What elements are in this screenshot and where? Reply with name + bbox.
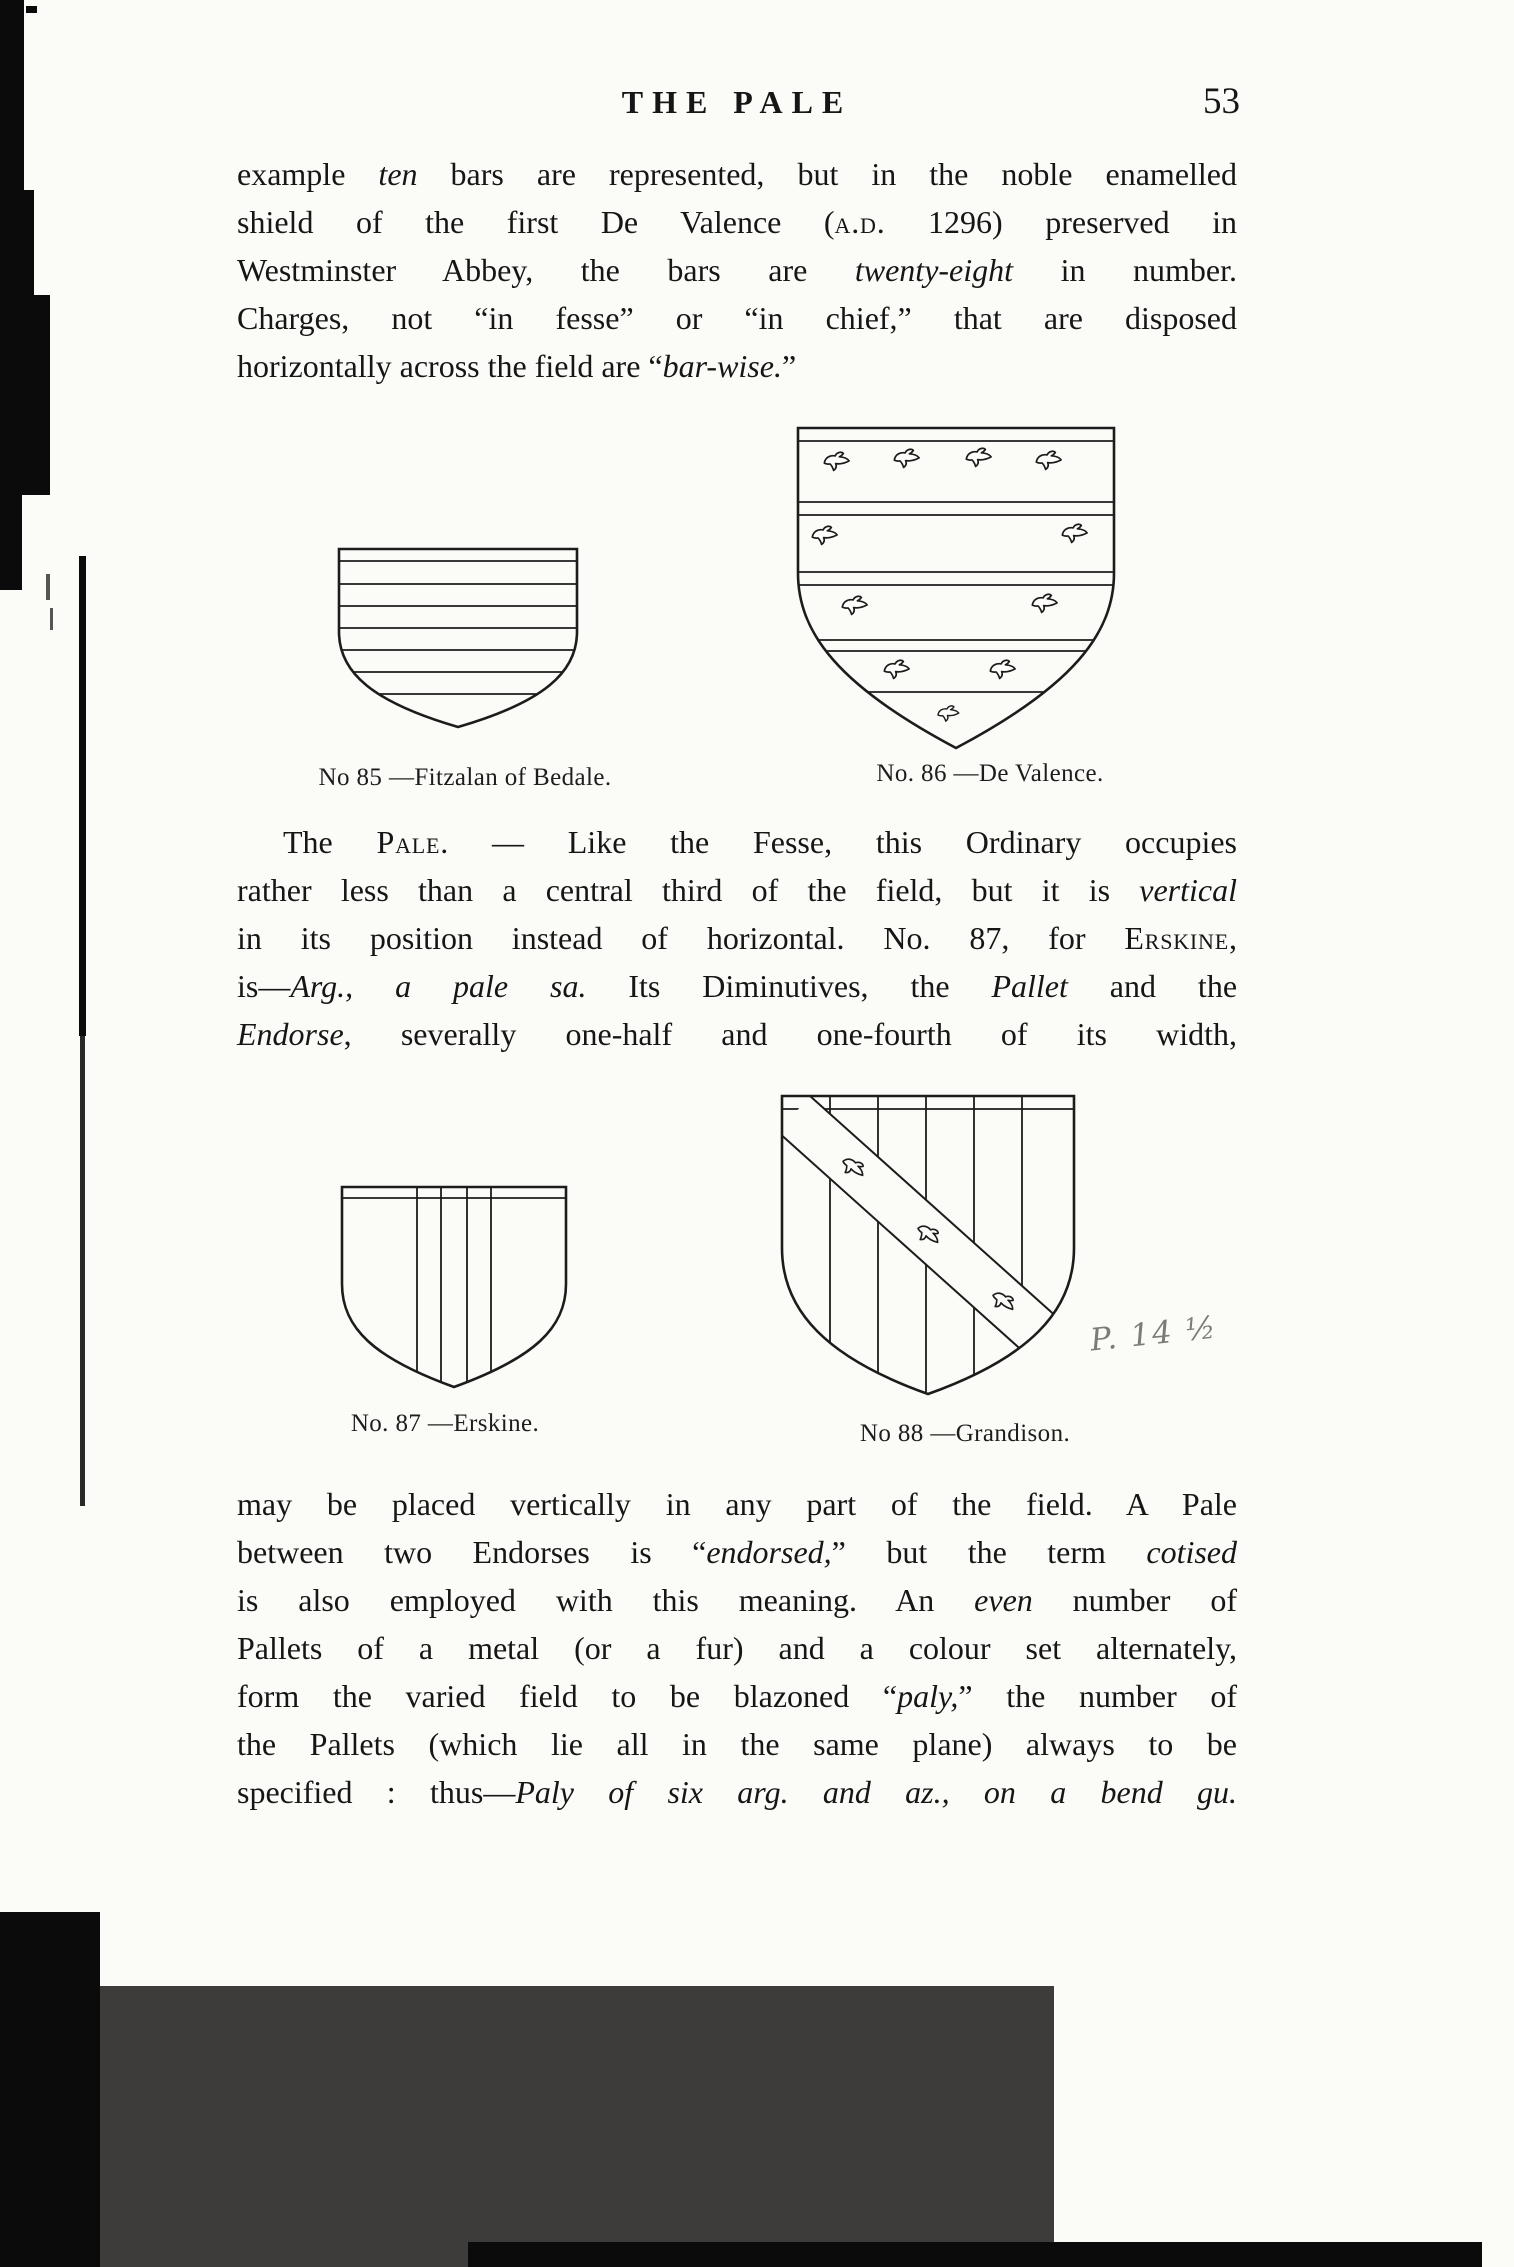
scan-edge-left-lower — [0, 480, 22, 590]
paragraph-1: example ten bars are represented, but in the noble enamelled shield of the first De Valence (a.d. 1296) preserved in Westminster Abbey, the bars are twenty-eight in number. Charges, not “in fesse” or “in chief,” that are disposed horizontally across the field are “bar-wise.” — [237, 156, 1238, 384]
scan-bottom-gray-band — [34, 1986, 1054, 2267]
shield-grandison-paly-bend-illustration — [772, 1086, 1084, 1404]
shield-de-valence-barry-martlets-illustration — [788, 418, 1124, 760]
scan-speck-top-left — [26, 6, 37, 13]
page-number: 53 — [1203, 81, 1240, 122]
scan-gutter-line-lower — [80, 1036, 85, 1506]
paragraph-2: The Pale. — Like the Fesse, this Ordinary occupies rather less than a central third of the field, but it is vertical in its position instead of horizontal. No. 87, for Erskine, is—Arg., a pale sa. Its Diminutives, the Pallet and the Endorse, severally one-half and one-fourth of its width, — [237, 824, 1238, 1052]
scan-margin-mark-2 — [50, 608, 53, 630]
scan-gutter-line-upper — [79, 556, 86, 1036]
scan-edge-left-upper — [0, 190, 34, 310]
scan-edge-top-left — [0, 0, 24, 210]
pencil-margin-note: P. 14 ½ — [1088, 1309, 1220, 1359]
shield-fitzalan-barry-illustration — [330, 540, 586, 736]
scan-margin-mark-1 — [46, 574, 50, 600]
caption-figure-88: No 88 —Grandison. — [859, 1420, 1071, 1447]
scan-bottom-left-black — [0, 1912, 100, 2267]
caption-figure-87: No. 87 —Erskine. — [350, 1410, 540, 1437]
paragraph-3: may be placed vertically in any part of the field. A Pale between two Endorses is “endorsed,” but the term cotised is also employed with this meaning. An even number of Pallets of a metal (or a fur) and a colour set alternately, form the varied field to be blazoned “paly,” the number of the Pallets (which lie all in the same plane) always to be specified : thus—Paly of six arg. and az., on a bend gu. — [237, 1486, 1238, 1810]
page-title: THE PALE — [621, 84, 853, 120]
scan-edge-left-blob — [0, 295, 50, 495]
caption-figure-85: No 85 —Fitzalan of Bedale. — [318, 764, 612, 791]
caption-figure-86: No. 86 —De Valence. — [876, 760, 1104, 787]
scan-bottom-black-stripe — [468, 2242, 1482, 2267]
shield-erskine-pale-illustration — [333, 1178, 575, 1396]
